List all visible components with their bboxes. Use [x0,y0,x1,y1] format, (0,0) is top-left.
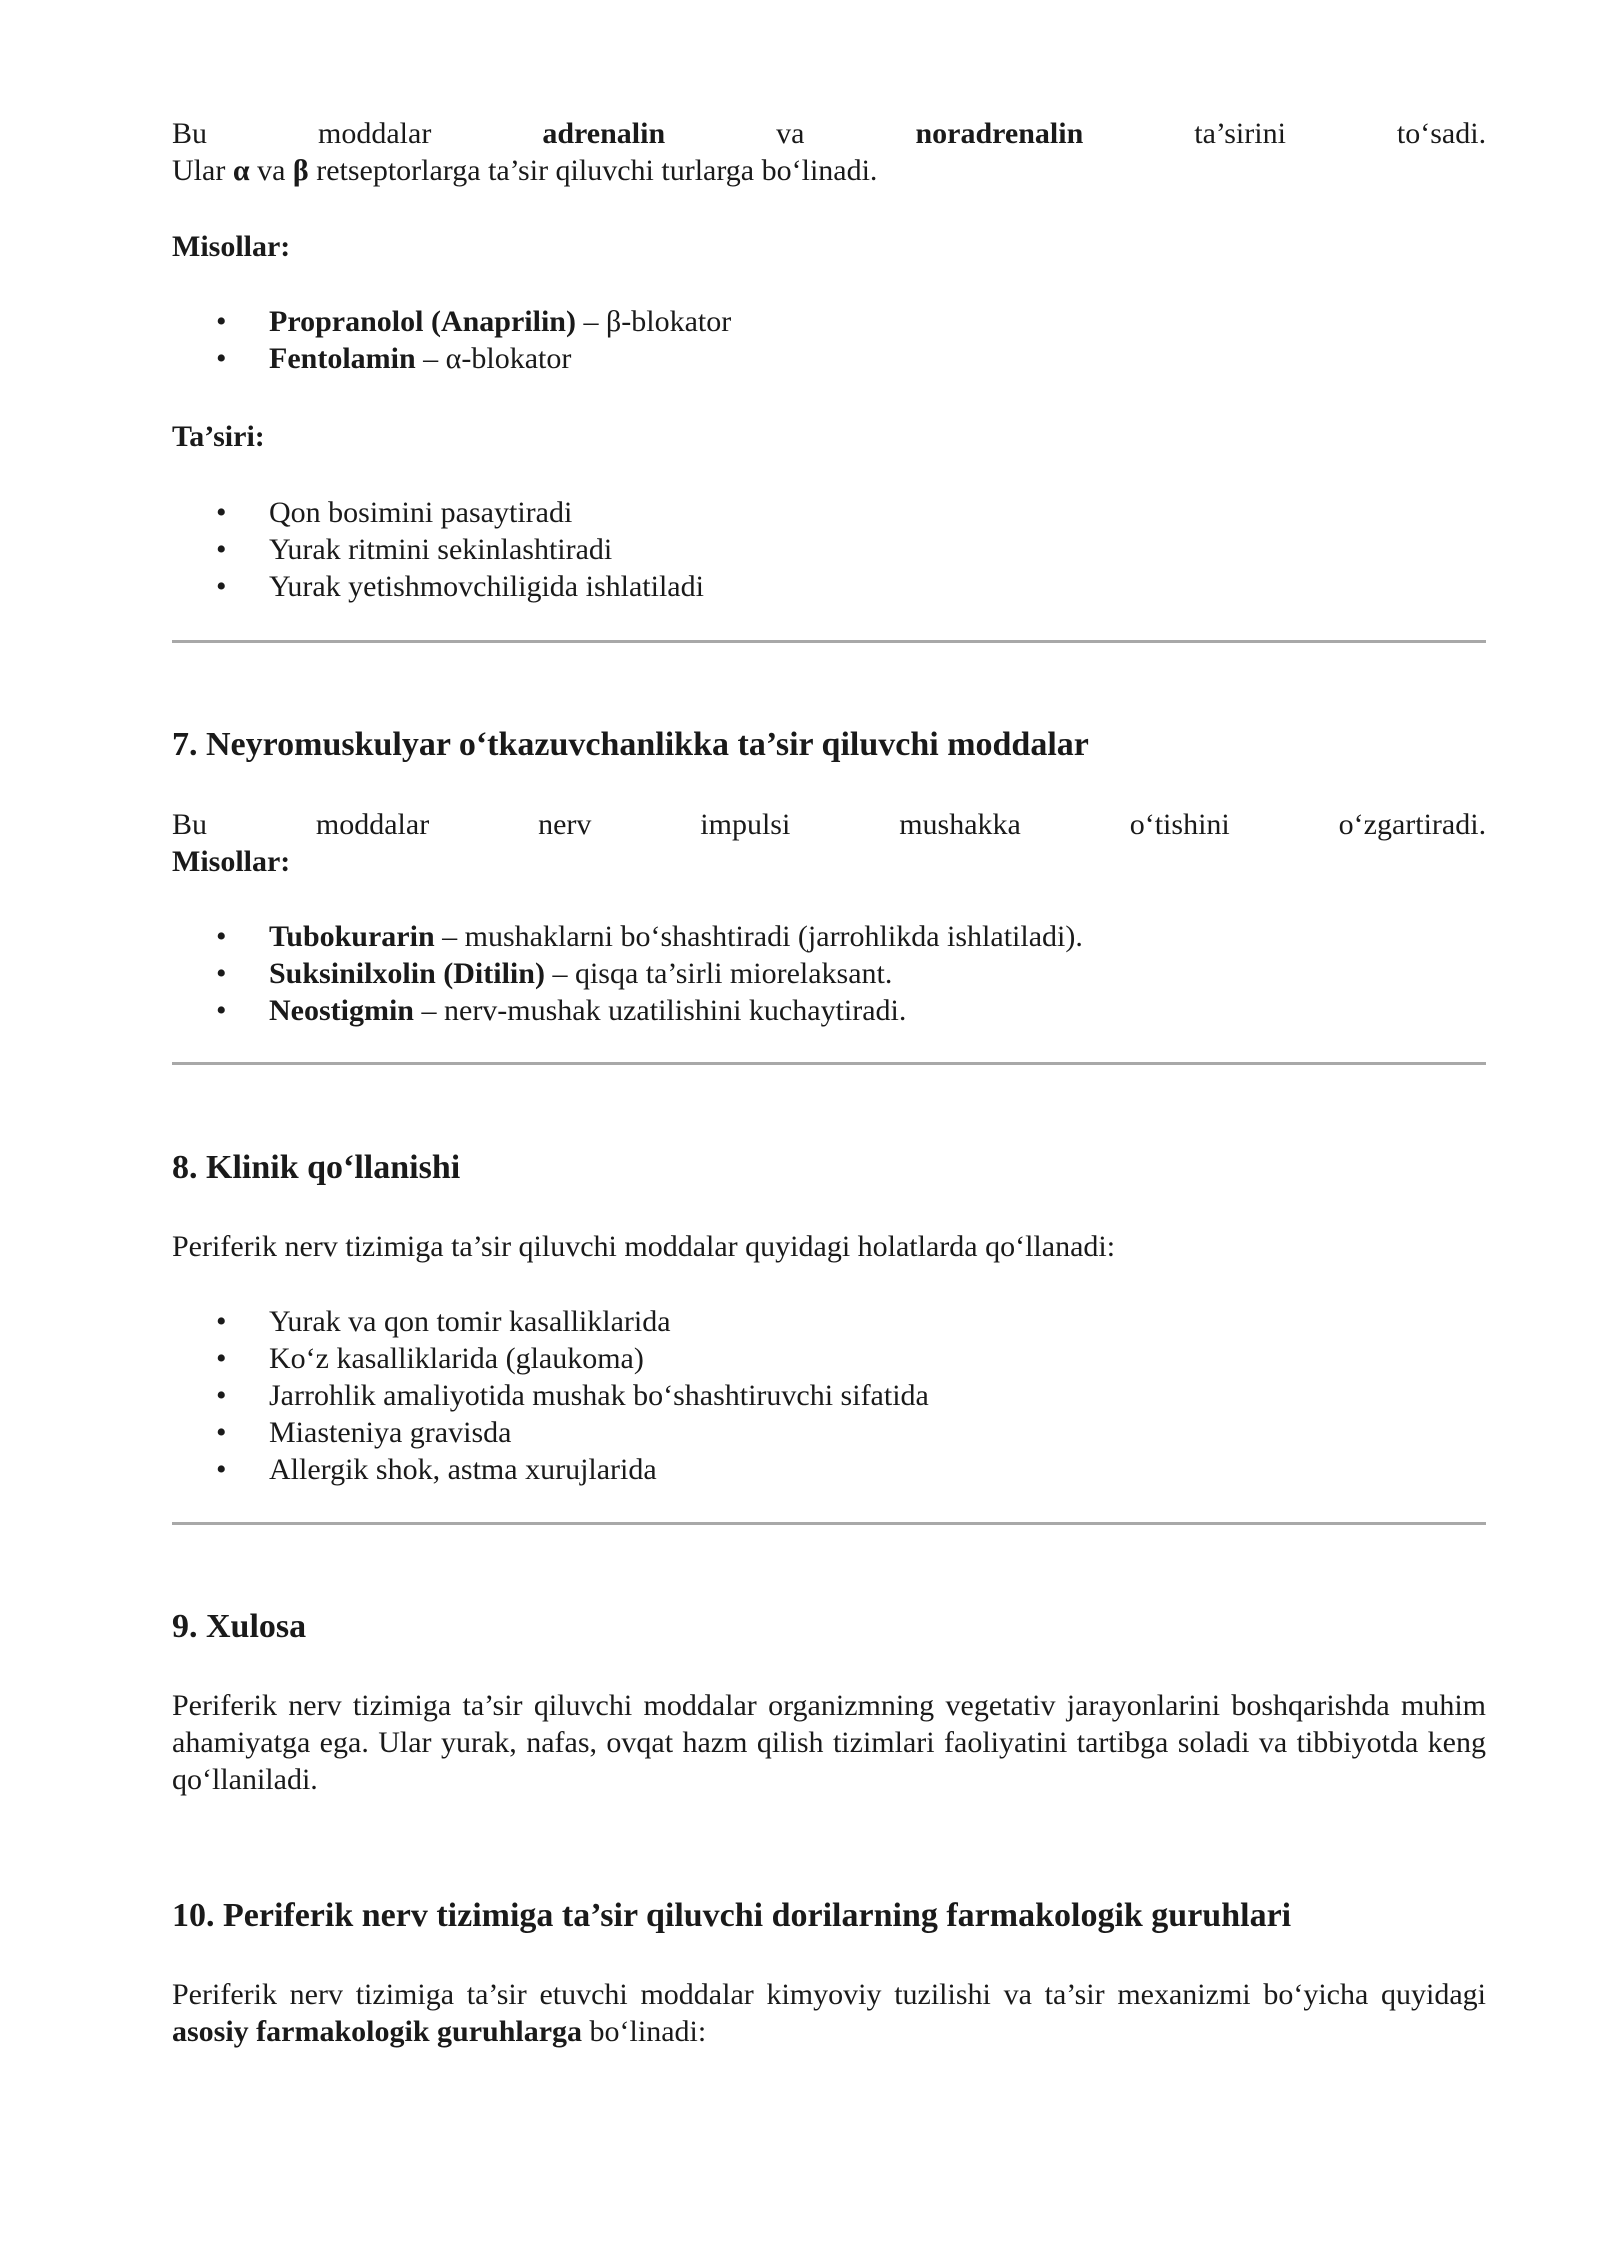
list-item: • Qon bosimini pasaytiradi [172,494,1486,531]
list-item: • Jarrohlik amaliyotida mushak bo‘shashtiruvchi sifatida [172,1377,1486,1414]
drug-name: Fentolamin [269,342,416,375]
text: retseptorlarga ta’sir qiluvchi turlarga bo‘linadi. [308,154,878,187]
text: Ular [172,154,233,187]
drug-desc: – qisqa ta’sirli miorelaksant. [544,957,893,990]
word: o‘zgartiradi. [1338,808,1487,841]
drug-name: Suksinilxolin (Ditilin) [269,957,545,990]
horizontal-divider [172,640,1486,643]
text: va [249,154,293,187]
intro-line-1 [172,115,1486,152]
word: moddalar [315,808,430,841]
list-item: • Miasteniya gravisda [172,1414,1486,1451]
drug-name: Tubokurarin [269,920,435,953]
effects-list [172,494,1486,605]
drug-name: Propranolol (Anaprilin) [269,305,576,338]
clinical-uses-list [172,1303,1486,1488]
word: o‘tishini [1129,808,1230,841]
text: bo‘linadi: [582,2015,707,2048]
drug-desc: – mushaklarni bo‘shashtiradi (jarrohlikda ishlatiladi). [434,920,1083,953]
list-item: • Yurak yetishmovchiligida ishlatiladi [172,568,1486,605]
word: to‘sadi. [1396,117,1487,150]
conclusion-paragraph: Periferik nerv tizimiga ta’sir qiluvchi moddalar organizmning vegetativ jarayonlarini boshqarishda muhim ahamiyatga ega. Ular yurak, nafas, ovqat hazm qilish tizimlari faoliyatini tartibga soladi va tibbiyotda keng qo‘llaniladi. [172,1689,1486,1796]
word: ta’sirini [1194,117,1286,150]
word: moddalar [318,117,432,150]
list-item [172,992,1486,1029]
word: mushakka [899,808,1021,841]
word: va [776,117,805,150]
section-10-paragraph [172,1976,1486,2050]
examples-list [172,303,1486,377]
section-7-title: 7. Neyromuskulyar o‘tkazuvchanlikka ta’sir qiluvchi moddalar [172,726,1089,763]
list-item [172,303,1486,340]
list-item [172,918,1486,955]
section-10-title: 10. Periferik nerv tizimiga ta’sir qiluvchi dorilarning farmakologik guruhlari [172,1897,1292,1934]
list-item [172,340,1486,377]
section-8-intro: Periferik nerv tizimiga ta’sir qiluvchi moddalar quyidagi holatlarda qo‘llanadi: [172,1230,1116,1263]
intro-line-2 [172,152,1486,189]
list-item: • Yurak va qon tomir kasalliklarida [172,1303,1486,1340]
examples-heading [172,228,1486,265]
list-item: • Allergik shok, astma xurujlarida [172,1451,1486,1488]
word: impulsi [700,808,791,841]
alpha-symbol: α [232,154,250,187]
examples-label-text: Misollar: [172,845,291,878]
horizontal-divider [172,1062,1486,1065]
effects-heading [172,418,1486,455]
effects-heading-text: Ta’siri: [172,420,265,453]
drug-name: Neostigmin [269,994,414,1027]
word: Bu [172,808,208,841]
section-7-examples-label [172,843,1486,880]
term-noradrenalin: noradrenalin [915,117,1084,150]
list-item [172,955,1486,992]
beta-symbol: β [292,154,309,187]
list-item: • Yurak ritmini sekinlashtiradi [172,531,1486,568]
text: Periferik nerv tizimiga ta’sir etuvchi moddalar kimyoviy tuzilishi va ta’sir mexanizmi bo‘yicha quyidagi [172,1978,1486,2011]
emphasis: asosiy farmakologik guruhlarga [172,2015,583,2048]
horizontal-divider [172,1522,1486,1525]
section-7-line [172,806,1486,843]
word: nerv [538,808,592,841]
list-item: • Ko‘z kasalliklarida (glaukoma) [172,1340,1486,1377]
term-adrenalin: adrenalin [542,117,666,150]
drug-desc: – α-blokator [415,342,572,375]
word: Bu [172,117,208,150]
examples-heading-text: Misollar: [172,230,291,263]
section-8-title: 8. Klinik qo‘llanishi [172,1149,461,1186]
drug-desc: – nerv-mushak uzatilishini kuchaytiradi. [414,994,907,1027]
drug-desc: – β-blokator [575,305,732,338]
section-9-title: 9. Xulosa [172,1608,307,1645]
section-7-list [172,918,1486,1029]
